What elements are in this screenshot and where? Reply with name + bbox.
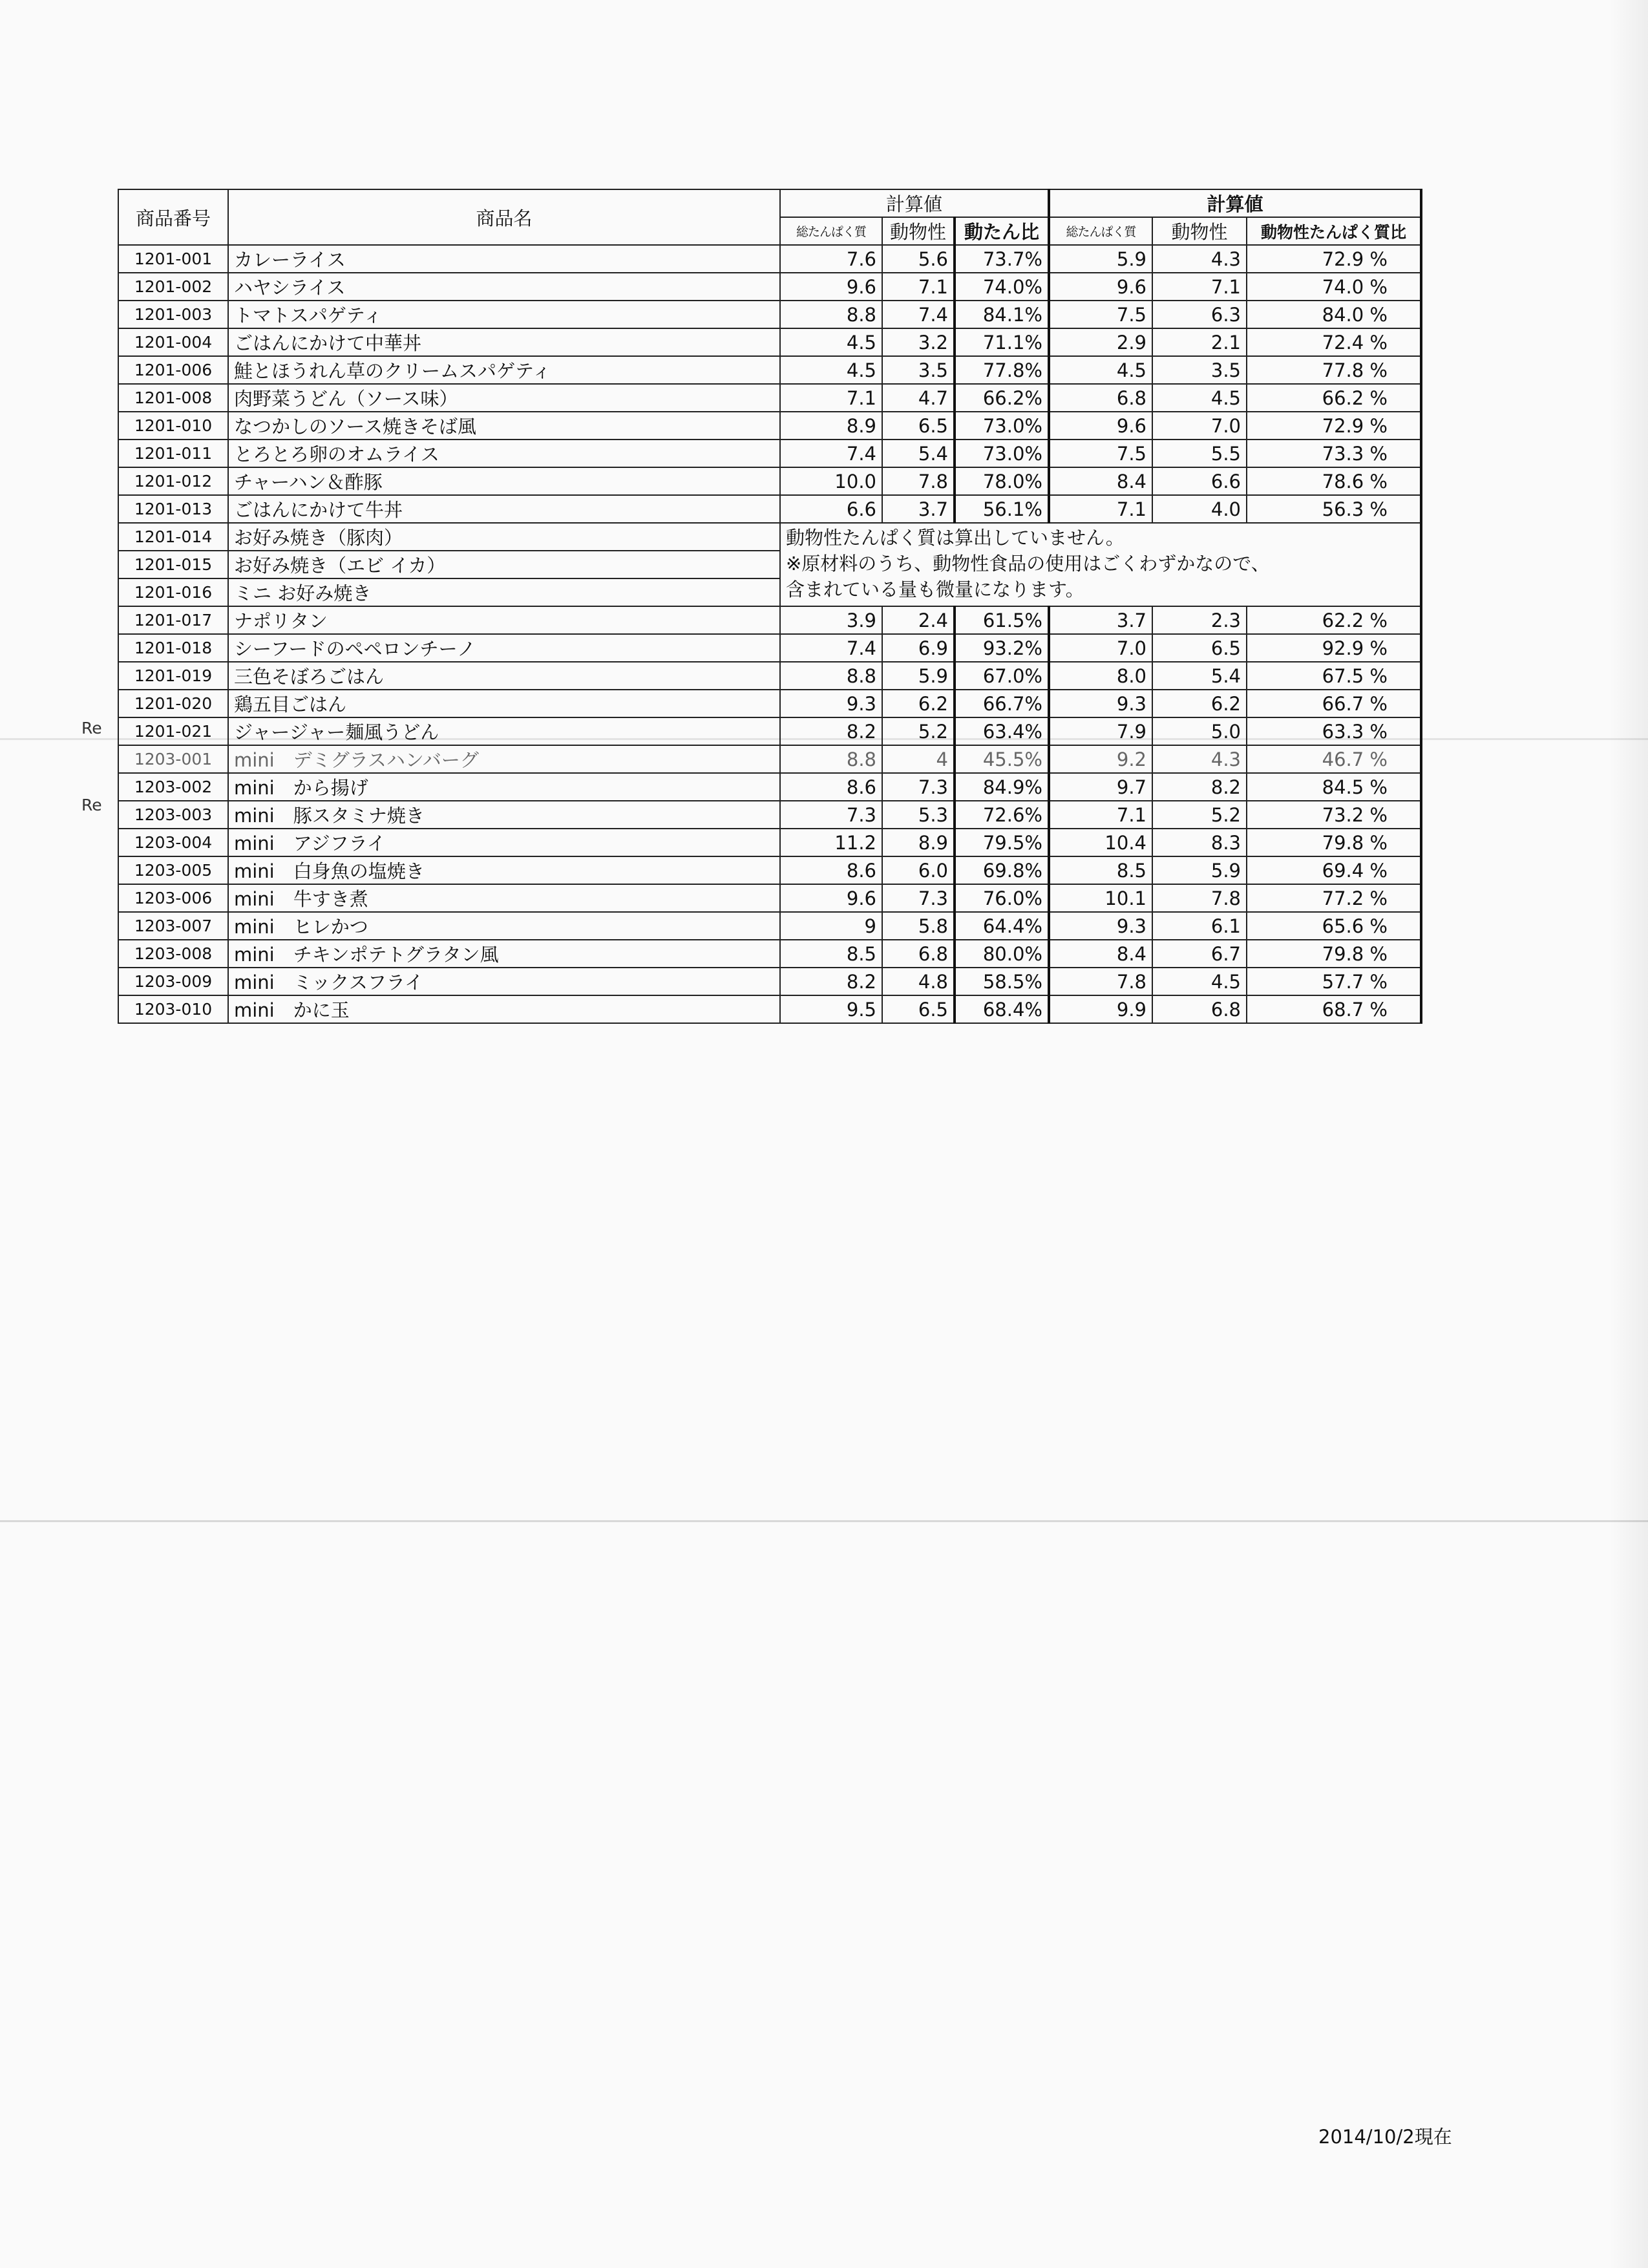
total-protein-new: 9.6 — [1049, 273, 1152, 301]
animal-protein-old: 5.6 — [882, 245, 955, 273]
header-total-protein: 総たんぱく質 — [780, 217, 882, 245]
product-code: 1201-020 — [118, 690, 228, 717]
animal-ratio-old: 74.0% — [955, 273, 1049, 301]
product-code: 1203-009 — [118, 968, 228, 995]
total-protein-new: 2.9 — [1049, 328, 1152, 356]
animal-ratio-old: 61.5% — [955, 606, 1049, 634]
total-protein-old: 8.9 — [780, 412, 882, 440]
product-name: mini 白身魚の塩焼き — [228, 856, 780, 884]
table-row — [118, 634, 1421, 662]
animal-protein-old: 5.9 — [882, 662, 955, 690]
animal-ratio-new: 72.9 % — [1247, 245, 1421, 273]
total-protein-new: 7.0 — [1049, 634, 1152, 662]
animal-protein-new: 6.5 — [1152, 634, 1247, 662]
total-protein-old: 8.2 — [780, 717, 882, 745]
animal-ratio-old: 80.0% — [955, 940, 1049, 968]
paper-fold-line — [0, 1520, 1648, 1522]
animal-protein-old: 6.5 — [882, 995, 955, 1023]
product-name: ナポリタン — [228, 606, 780, 634]
animal-protein-new: 5.5 — [1152, 440, 1247, 467]
animal-ratio-old: 73.0% — [955, 412, 1049, 440]
animal-protein-new: 6.6 — [1152, 467, 1247, 495]
total-protein-old: 8.8 — [780, 662, 882, 690]
animal-ratio-new: 67.5 % — [1247, 662, 1421, 690]
product-code: 1201-011 — [118, 440, 228, 467]
animal-protein-old: 6.8 — [882, 940, 955, 968]
product-code: 1201-008 — [118, 384, 228, 412]
animal-ratio-old: 69.8% — [955, 856, 1049, 884]
animal-protein-old: 7.1 — [882, 273, 955, 301]
table-row — [118, 829, 1421, 856]
product-code: 1201-001 — [118, 245, 228, 273]
total-protein-old: 9.6 — [780, 273, 882, 301]
animal-protein-old: 3.5 — [882, 356, 955, 384]
table-row — [118, 968, 1421, 995]
total-protein-old: 8.6 — [780, 856, 882, 884]
total-protein-new: 8.0 — [1049, 662, 1152, 690]
total-protein-old: 8.8 — [780, 745, 882, 773]
product-code: 1201-019 — [118, 662, 228, 690]
animal-ratio-new: 73.3 % — [1247, 440, 1421, 467]
total-protein-new: 3.7 — [1049, 606, 1152, 634]
animal-protein-new: 2.3 — [1152, 606, 1247, 634]
table-row — [118, 467, 1421, 495]
product-name: mini デミグラスハンバーグ — [228, 745, 780, 773]
total-protein-old: 8.6 — [780, 773, 882, 801]
animal-ratio-new: 69.4 % — [1247, 856, 1421, 884]
product-name: ジャージャー麺風うどん — [228, 717, 780, 745]
product-name: チャーハン＆酢豚 — [228, 467, 780, 495]
animal-protein-new: 4.3 — [1152, 245, 1247, 273]
total-protein-old: 11.2 — [780, 829, 882, 856]
product-code: 1201-003 — [118, 301, 228, 328]
animal-protein-old: 4.7 — [882, 384, 955, 412]
table-row — [118, 412, 1421, 440]
total-protein-new: 7.8 — [1049, 968, 1152, 995]
table-row — [118, 273, 1421, 301]
total-protein-new: 5.9 — [1049, 245, 1152, 273]
product-name: カレーライス — [228, 245, 780, 273]
animal-ratio-new: 62.2 % — [1247, 606, 1421, 634]
product-name: ミニ お好み焼き — [228, 578, 780, 606]
table-row — [118, 856, 1421, 884]
header-animal: 動物性 — [882, 217, 955, 245]
total-protein-new: 7.1 — [1049, 801, 1152, 829]
product-name: トマトスパゲティ — [228, 301, 780, 328]
animal-protein-old: 2.4 — [882, 606, 955, 634]
animal-protein-old: 5.4 — [882, 440, 955, 467]
product-name: お好み焼き（豚肉） — [228, 523, 780, 551]
product-name: とろとろ卵のオムライス — [228, 440, 780, 467]
animal-ratio-new: 79.8 % — [1247, 829, 1421, 856]
animal-ratio-new: 84.0 % — [1247, 301, 1421, 328]
product-code: 1201-018 — [118, 634, 228, 662]
animal-protein-new: 8.3 — [1152, 829, 1247, 856]
animal-ratio-new: 74.0 % — [1247, 273, 1421, 301]
product-code: 1203-008 — [118, 940, 228, 968]
animal-ratio-old: 71.1% — [955, 328, 1049, 356]
total-protein-new: 9.3 — [1049, 912, 1152, 940]
table-row — [118, 384, 1421, 412]
product-code: 1201-015 — [118, 551, 228, 578]
total-protein-new: 7.1 — [1049, 495, 1152, 523]
product-code: 1203-002 — [118, 773, 228, 801]
product-code: 1203-001 — [118, 745, 228, 773]
total-protein-old: 4.5 — [780, 328, 882, 356]
animal-protein-old: 5.8 — [882, 912, 955, 940]
total-protein-old: 8.8 — [780, 301, 882, 328]
total-protein-new: 9.9 — [1049, 995, 1152, 1023]
protein-table — [118, 189, 1422, 1024]
animal-protein-old: 5.3 — [882, 801, 955, 829]
animal-ratio-old: 66.2% — [955, 384, 1049, 412]
product-code: 1203-007 — [118, 912, 228, 940]
product-code: 1203-003 — [118, 801, 228, 829]
header-name: 商品名 — [228, 189, 780, 245]
product-code: 1201-014 — [118, 523, 228, 551]
animal-protein-new: 7.8 — [1152, 884, 1247, 912]
animal-ratio-old: 45.5% — [955, 745, 1049, 773]
animal-protein-new: 5.2 — [1152, 801, 1247, 829]
total-protein-old: 4.5 — [780, 356, 882, 384]
table-row — [118, 301, 1421, 328]
animal-protein-old: 7.4 — [882, 301, 955, 328]
animal-protein-old: 8.9 — [882, 829, 955, 856]
animal-ratio-old: 76.0% — [955, 884, 1049, 912]
product-code: 1201-010 — [118, 412, 228, 440]
animal-ratio-old: 84.1% — [955, 301, 1049, 328]
product-code: 1203-004 — [118, 829, 228, 856]
animal-ratio-new: 79.8 % — [1247, 940, 1421, 968]
table-row — [118, 995, 1421, 1023]
animal-protein-new: 3.5 — [1152, 356, 1247, 384]
table-row — [118, 773, 1421, 801]
table-row — [118, 523, 1421, 551]
product-name: 鮭とほうれん草のクリームスパゲティ — [228, 356, 780, 384]
animal-protein-new: 6.7 — [1152, 940, 1247, 968]
total-protein-new: 7.9 — [1049, 717, 1152, 745]
total-protein-new: 10.4 — [1049, 829, 1152, 856]
margin-mark: Re — [81, 719, 102, 737]
animal-protein-old: 4.8 — [882, 968, 955, 995]
product-code: 1201-017 — [118, 606, 228, 634]
product-name: mini アジフライ — [228, 829, 780, 856]
animal-ratio-old: 84.9% — [955, 773, 1049, 801]
animal-protein-old: 7.8 — [882, 467, 955, 495]
animal-ratio-old: 72.6% — [955, 801, 1049, 829]
animal-ratio-old: 58.5% — [955, 968, 1049, 995]
animal-ratio-new: 72.4 % — [1247, 328, 1421, 356]
product-code: 1201-013 — [118, 495, 228, 523]
animal-protein-new: 4.0 — [1152, 495, 1247, 523]
animal-ratio-new: 92.9 % — [1247, 634, 1421, 662]
product-name: ハヤシライス — [228, 273, 780, 301]
total-protein-new: 7.5 — [1049, 301, 1152, 328]
margin-mark: Re — [81, 796, 102, 814]
table-row — [118, 940, 1421, 968]
animal-ratio-old: 56.1% — [955, 495, 1049, 523]
total-protein-new: 8.4 — [1049, 940, 1152, 968]
total-protein-old: 7.1 — [780, 384, 882, 412]
product-name: mini ミックスフライ — [228, 968, 780, 995]
product-name: シーフードのペペロンチーノ — [228, 634, 780, 662]
animal-ratio-new: 84.5 % — [1247, 773, 1421, 801]
total-protein-old: 9.3 — [780, 690, 882, 717]
header-calc-old: 計算値 — [780, 189, 1049, 217]
animal-ratio-old: 77.8% — [955, 356, 1049, 384]
footer-date: 2014/10/2現在 — [1318, 2126, 1452, 2148]
product-code: 1203-006 — [118, 884, 228, 912]
total-protein-old: 10.0 — [780, 467, 882, 495]
total-protein-old: 8.2 — [780, 968, 882, 995]
total-protein-old: 7.6 — [780, 245, 882, 273]
animal-protein-old: 3.7 — [882, 495, 955, 523]
animal-protein-new: 5.9 — [1152, 856, 1247, 884]
animal-protein-old: 5.2 — [882, 717, 955, 745]
total-protein-new: 9.7 — [1049, 773, 1152, 801]
product-name: なつかしのソース焼きそば風 — [228, 412, 780, 440]
animal-protein-new: 7.0 — [1152, 412, 1247, 440]
total-protein-old: 7.4 — [780, 440, 882, 467]
animal-ratio-new: 63.3 % — [1247, 717, 1421, 745]
animal-ratio-new: 72.9 % — [1247, 412, 1421, 440]
product-name: 肉野菜うどん（ソース味） — [228, 384, 780, 412]
product-name: 三色そぼろごはん — [228, 662, 780, 690]
animal-protein-old: 6.9 — [882, 634, 955, 662]
animal-ratio-old: 79.5% — [955, 829, 1049, 856]
animal-ratio-old: 73.7% — [955, 245, 1049, 273]
animal-ratio-old: 78.0% — [955, 467, 1049, 495]
animal-ratio-new: 73.2 % — [1247, 801, 1421, 829]
animal-protein-new: 7.1 — [1152, 273, 1247, 301]
table-row — [118, 884, 1421, 912]
animal-protein-new: 6.8 — [1152, 995, 1247, 1023]
product-name: mini チキンポテトグラタン風 — [228, 940, 780, 968]
animal-ratio-new: 78.6 % — [1247, 467, 1421, 495]
product-name: 鶏五目ごはん — [228, 690, 780, 717]
animal-protein-old: 6.2 — [882, 690, 955, 717]
product-name: ごはんにかけて中華丼 — [228, 328, 780, 356]
table-row — [118, 662, 1421, 690]
scan-edge-shadow — [1609, 0, 1648, 2268]
animal-ratio-old: 66.7% — [955, 690, 1049, 717]
product-code: 1201-016 — [118, 578, 228, 606]
animal-protein-new: 4.5 — [1152, 968, 1247, 995]
table-row — [118, 245, 1421, 273]
product-code: 1201-006 — [118, 356, 228, 384]
table-row — [118, 606, 1421, 634]
animal-protein-new: 2.1 — [1152, 328, 1247, 356]
product-code: 1203-005 — [118, 856, 228, 884]
header-total-protein-new: 総たんぱく質 — [1049, 217, 1152, 245]
animal-protein-new: 6.1 — [1152, 912, 1247, 940]
no-calculation-note — [780, 523, 1421, 606]
total-protein-old: 9.5 — [780, 995, 882, 1023]
animal-ratio-new: 66.7 % — [1247, 690, 1421, 717]
animal-protein-old: 4 — [882, 745, 955, 773]
total-protein-old: 9 — [780, 912, 882, 940]
total-protein-old: 6.6 — [780, 495, 882, 523]
table-row — [118, 356, 1421, 384]
total-protein-old: 9.6 — [780, 884, 882, 912]
animal-protein-new: 5.4 — [1152, 662, 1247, 690]
animal-ratio-old: 67.0% — [955, 662, 1049, 690]
product-name: mini 牛すき煮 — [228, 884, 780, 912]
total-protein-old: 8.5 — [780, 940, 882, 968]
animal-ratio-old: 68.4% — [955, 995, 1049, 1023]
table-row — [118, 495, 1421, 523]
animal-protein-new: 6.3 — [1152, 301, 1247, 328]
animal-protein-old: 3.2 — [882, 328, 955, 356]
total-protein-new: 8.4 — [1049, 467, 1152, 495]
product-name: mini から揚げ — [228, 773, 780, 801]
animal-ratio-old: 63.4% — [955, 717, 1049, 745]
product-code: 1201-004 — [118, 328, 228, 356]
total-protein-old: 7.3 — [780, 801, 882, 829]
product-code: 1201-012 — [118, 467, 228, 495]
animal-ratio-new: 66.2 % — [1247, 384, 1421, 412]
header-animal-new: 動物性 — [1152, 217, 1247, 245]
product-code: 1201-002 — [118, 273, 228, 301]
total-protein-new: 6.8 — [1049, 384, 1152, 412]
header-ratio-new: 動物性たんぱく質比 — [1247, 217, 1421, 245]
animal-ratio-new: 68.7 % — [1247, 995, 1421, 1023]
animal-protein-old: 7.3 — [882, 773, 955, 801]
animal-protein-new: 4.3 — [1152, 745, 1247, 773]
table-row — [118, 745, 1421, 773]
animal-protein-new: 8.2 — [1152, 773, 1247, 801]
total-protein-new: 7.5 — [1049, 440, 1152, 467]
note-line: 含まれている量も微量になります。 — [786, 578, 1084, 600]
total-protein-old: 3.9 — [780, 606, 882, 634]
product-name: mini 豚スタミナ焼き — [228, 801, 780, 829]
header-calc-new: 計算値 — [1049, 189, 1421, 217]
total-protein-new: 9.3 — [1049, 690, 1152, 717]
total-protein-new: 9.2 — [1049, 745, 1152, 773]
table-row — [118, 328, 1421, 356]
product-name: お好み焼き（エビ イカ） — [228, 551, 780, 578]
product-code: 1201-021 — [118, 717, 228, 745]
animal-ratio-new: 56.3 % — [1247, 495, 1421, 523]
product-name: mini ヒレかつ — [228, 912, 780, 940]
animal-ratio-new: 77.2 % — [1247, 884, 1421, 912]
header-ratio-old: 動たん比 — [955, 217, 1049, 245]
animal-protein-new: 5.0 — [1152, 717, 1247, 745]
table-row — [118, 717, 1421, 745]
animal-ratio-new: 46.7 % — [1247, 745, 1421, 773]
table-row — [118, 690, 1421, 717]
product-name: ごはんにかけて牛丼 — [228, 495, 780, 523]
animal-protein-old: 6.0 — [882, 856, 955, 884]
animal-protein-new: 6.2 — [1152, 690, 1247, 717]
total-protein-new: 8.5 — [1049, 856, 1152, 884]
product-name: mini かに玉 — [228, 995, 780, 1023]
note-line: 動物性たんぱく質は算出していません。 — [786, 527, 1125, 549]
note-line: ※原材料のうち、動物性食品の使用はごくわずかなので、 — [786, 553, 1270, 575]
table-row — [118, 440, 1421, 467]
animal-protein-old: 6.5 — [882, 412, 955, 440]
total-protein-new: 4.5 — [1049, 356, 1152, 384]
total-protein-new: 9.6 — [1049, 412, 1152, 440]
animal-ratio-old: 64.4% — [955, 912, 1049, 940]
animal-ratio-new: 77.8 % — [1247, 356, 1421, 384]
animal-ratio-old: 73.0% — [955, 440, 1049, 467]
product-code: 1203-010 — [118, 995, 228, 1023]
animal-protein-old: 7.3 — [882, 884, 955, 912]
total-protein-old: 7.4 — [780, 634, 882, 662]
animal-ratio-new: 57.7 % — [1247, 968, 1421, 995]
header-code: 商品番号 — [118, 189, 228, 245]
table-row — [118, 801, 1421, 829]
animal-protein-new: 4.5 — [1152, 384, 1247, 412]
animal-ratio-old: 93.2% — [955, 634, 1049, 662]
table-row — [118, 912, 1421, 940]
animal-ratio-new: 65.6 % — [1247, 912, 1421, 940]
total-protein-new: 10.1 — [1049, 884, 1152, 912]
